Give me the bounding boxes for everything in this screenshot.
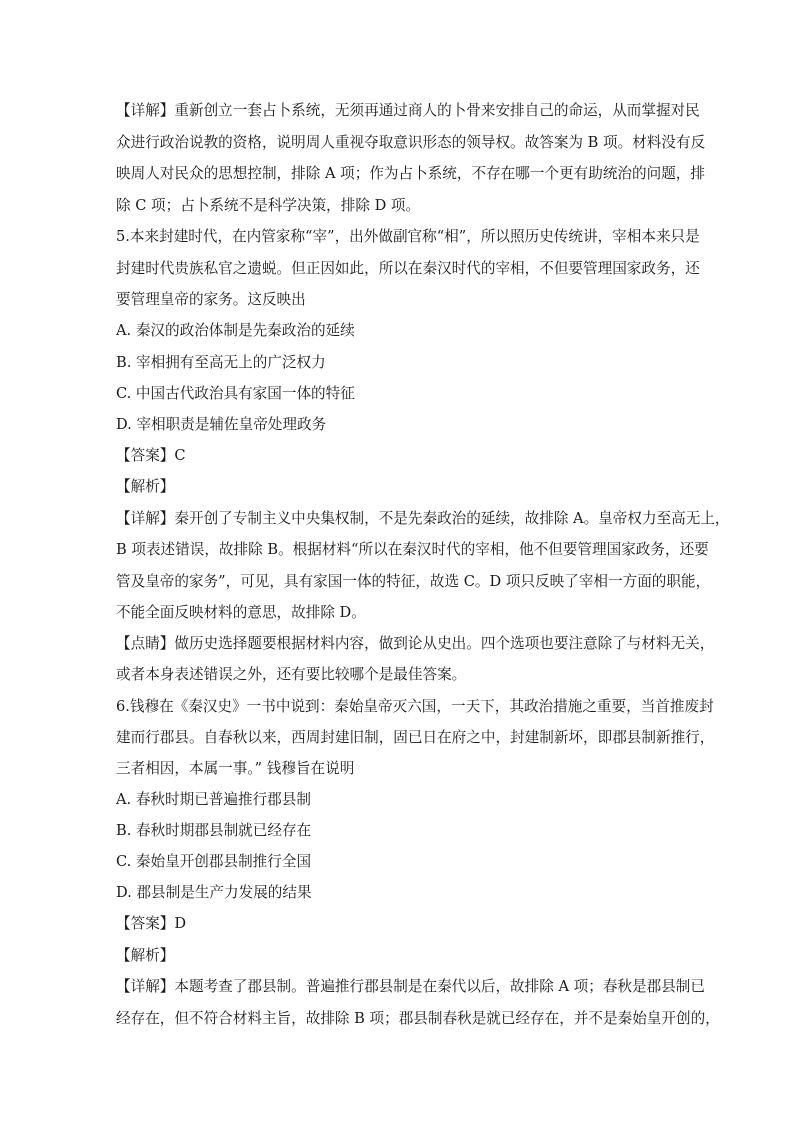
- question-5-option-b: B. 宰相拥有至高无上的广泛权力: [116, 354, 326, 371]
- question-6-stem: 6.钱穆在《秦汉史》一书中说到：秦始皇帝灭六国，一天下，其政治措施之重要，当首推废封: [116, 698, 714, 715]
- question-6-stem: 三者相因，本属一事。” 钱穆旨在说明: [116, 760, 355, 777]
- analysis-label: 【解析】: [116, 947, 175, 964]
- detail-paragraph-line: 除 C 项；占卜系统不是科学决策，排除 D 项。: [116, 197, 421, 214]
- question-5-stem: 要管理皇帝的家务。这反映出: [116, 291, 306, 308]
- question-5-option-a: A. 秦汉的政治体制是先秦政治的延续: [116, 322, 355, 339]
- question-6-stem: 建而行郡县。自春秋以来，西周封建旧制，固已日在府之中，封建制新坏，即郡县制新推行，: [116, 729, 715, 746]
- answer-label: 【答案】C: [116, 447, 186, 464]
- detail-paragraph-line: 管及皇帝的家务”，可见，具有家国一体的特征，故选 C。D 项只反映了宰相一方面的职能，: [116, 573, 711, 590]
- analysis-label: 【解析】: [116, 478, 175, 495]
- detail-paragraph-line: 众进行政治说教的资格，说明周人重视夺取意识形态的领导权。故答案为 B 项。材料没有反: [116, 134, 706, 151]
- detail-paragraph-line: B 项表述错误，故排除 B。根据材料“所以在秦汉时代的宰相，他不但要管理国家政务，还要: [116, 541, 709, 558]
- question-6-option-c: C. 秦始皇开创郡县制推行全国: [116, 853, 312, 870]
- tip-paragraph-line: 【点睛】做历史选择题要根据材料内容，做到论从史出。四个选项也要注意除了与材料无关，: [116, 635, 715, 652]
- detail-paragraph-line: 经存在，但不符合材料主旨，故排除 B 项；郡县制春秋是就已经存在，并不是秦始皇开创的，: [116, 1010, 720, 1027]
- detail-paragraph-line: 【详解】重新创立一套占卜系统，无须再通过商人的卜骨来安排自己的命运，从而掌握对民: [116, 102, 700, 119]
- question-6-option-d: D. 郡县制是生产力发展的结果: [116, 884, 312, 901]
- question-5-stem: 封建时代贵族私官之遗蜕。但正因如此，所以在秦汉时代的宰相，不但要管理国家政务，还: [116, 260, 700, 277]
- detail-paragraph-line: 映周人对民众的思想控制，排除 A 项；作为占卜系统，不存在哪一个更有助统治的问题，排: [116, 165, 705, 182]
- detail-paragraph-line: 【详解】本题考查了郡县制。普遍推行郡县制是在秦代以后，故排除 A 项；春秋是郡县制已: [116, 978, 705, 995]
- tip-paragraph-line: 或者本身表述错误之外，还有要比较哪个是最佳答案。: [116, 666, 467, 683]
- detail-paragraph-line: 【详解】秦开创了专制主义中央集权制，不是先秦政治的延续，故排除 A。皇帝权力至高无上，: [116, 510, 730, 527]
- question-5-option-c: C. 中国古代政治具有家国一体的特征: [116, 385, 355, 402]
- detail-paragraph-line: 不能全面反映材料的意思，故排除 D。: [116, 604, 366, 621]
- question-6-option-b: B. 春秋时期郡县制就已经存在: [116, 822, 312, 839]
- question-6-option-a: A. 春秋时期已普遍推行郡县制: [116, 791, 311, 808]
- question-5-option-d: D. 宰相职责是辅佐皇帝处理政务: [116, 416, 327, 433]
- question-5-stem: 5.本来封建时代，在内管家称“宰”，出外做副官称“相”，所以照历史传统讲，宰相本来只是: [116, 228, 700, 245]
- answer-label: 【答案】D: [116, 915, 187, 932]
